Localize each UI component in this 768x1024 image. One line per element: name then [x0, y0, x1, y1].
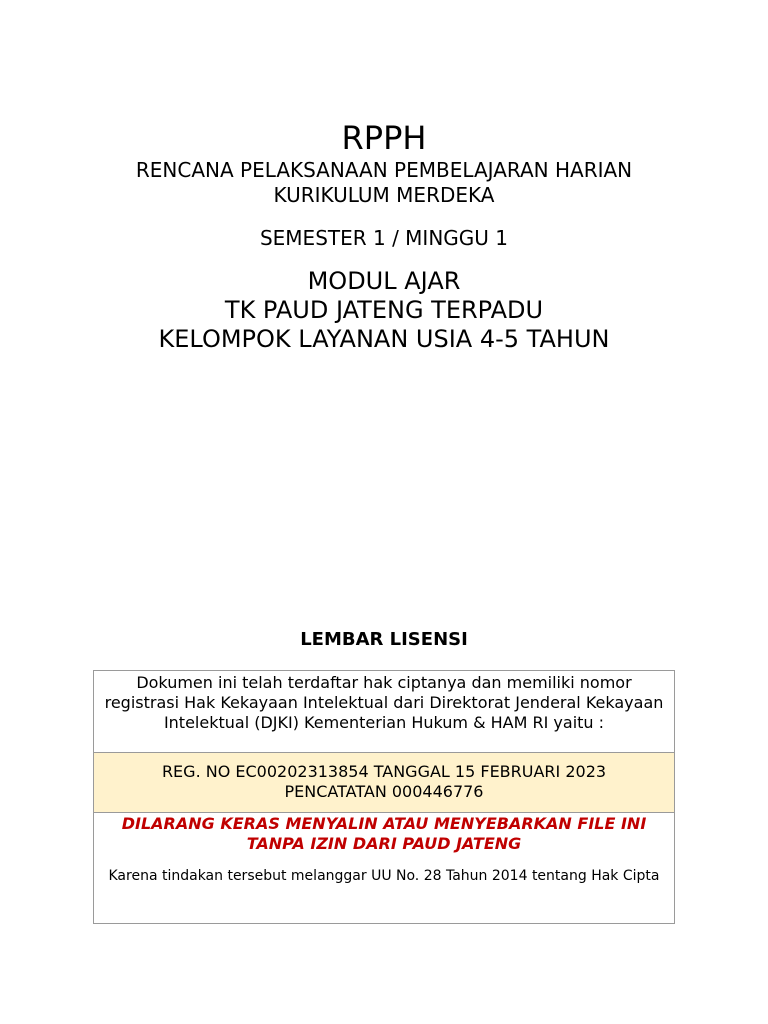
license-description: Dokumen ini telah terdaftar hak ciptanya dan memiliki nomor registrasi Hak Kekayaan Intelektual dari Direktorat Jenderal Kekayaan Intelektual (DJKI) Kementerian Hukum & HAM RI yaitu : [104, 673, 664, 732]
license-heading: LEMBAR LISENSI [300, 629, 468, 650]
license-description-cell [94, 671, 674, 753]
document-title: RPPH [341, 119, 427, 157]
license-warning-cell [94, 813, 674, 923]
modul-heading [0, 267, 768, 354]
registration-number: REG. NO EC00202313854 TANGGAL 15 FEBRUARI 2023 [161, 762, 607, 781]
license-warning [102, 814, 666, 854]
warning-line-1: DILARANG KERAS MENYALIN ATAU MENYEBARKAN FILE INI [121, 814, 647, 833]
registration-record: PENCATATAN 000446776 [284, 782, 484, 801]
subtitle-line-2: KURIKULUM MERDEKA [273, 183, 495, 207]
modul-line-1: MODUL AJAR [307, 267, 461, 295]
copyright-law-note: Karena tindakan tersebut melanggar UU No. 28 Tahun 2014 tentang Hak Cipta [108, 868, 660, 884]
modul-line-2: TK PAUD JATENG TERPADU [224, 296, 544, 324]
license-table [93, 670, 675, 924]
semester-label: SEMESTER 1 / MINGGU 1 [259, 226, 509, 250]
document-subtitle [0, 158, 768, 208]
subtitle-line-1: RENCANA PELAKSANAAN PEMBELAJARAN HARIAN [135, 158, 633, 182]
license-registration-cell [94, 753, 674, 813]
modul-line-3: KELOMPOK LAYANAN USIA 4-5 TAHUN [158, 325, 610, 353]
warning-line-2: TANPA IZIN DARI PAUD JATENG [246, 834, 522, 853]
